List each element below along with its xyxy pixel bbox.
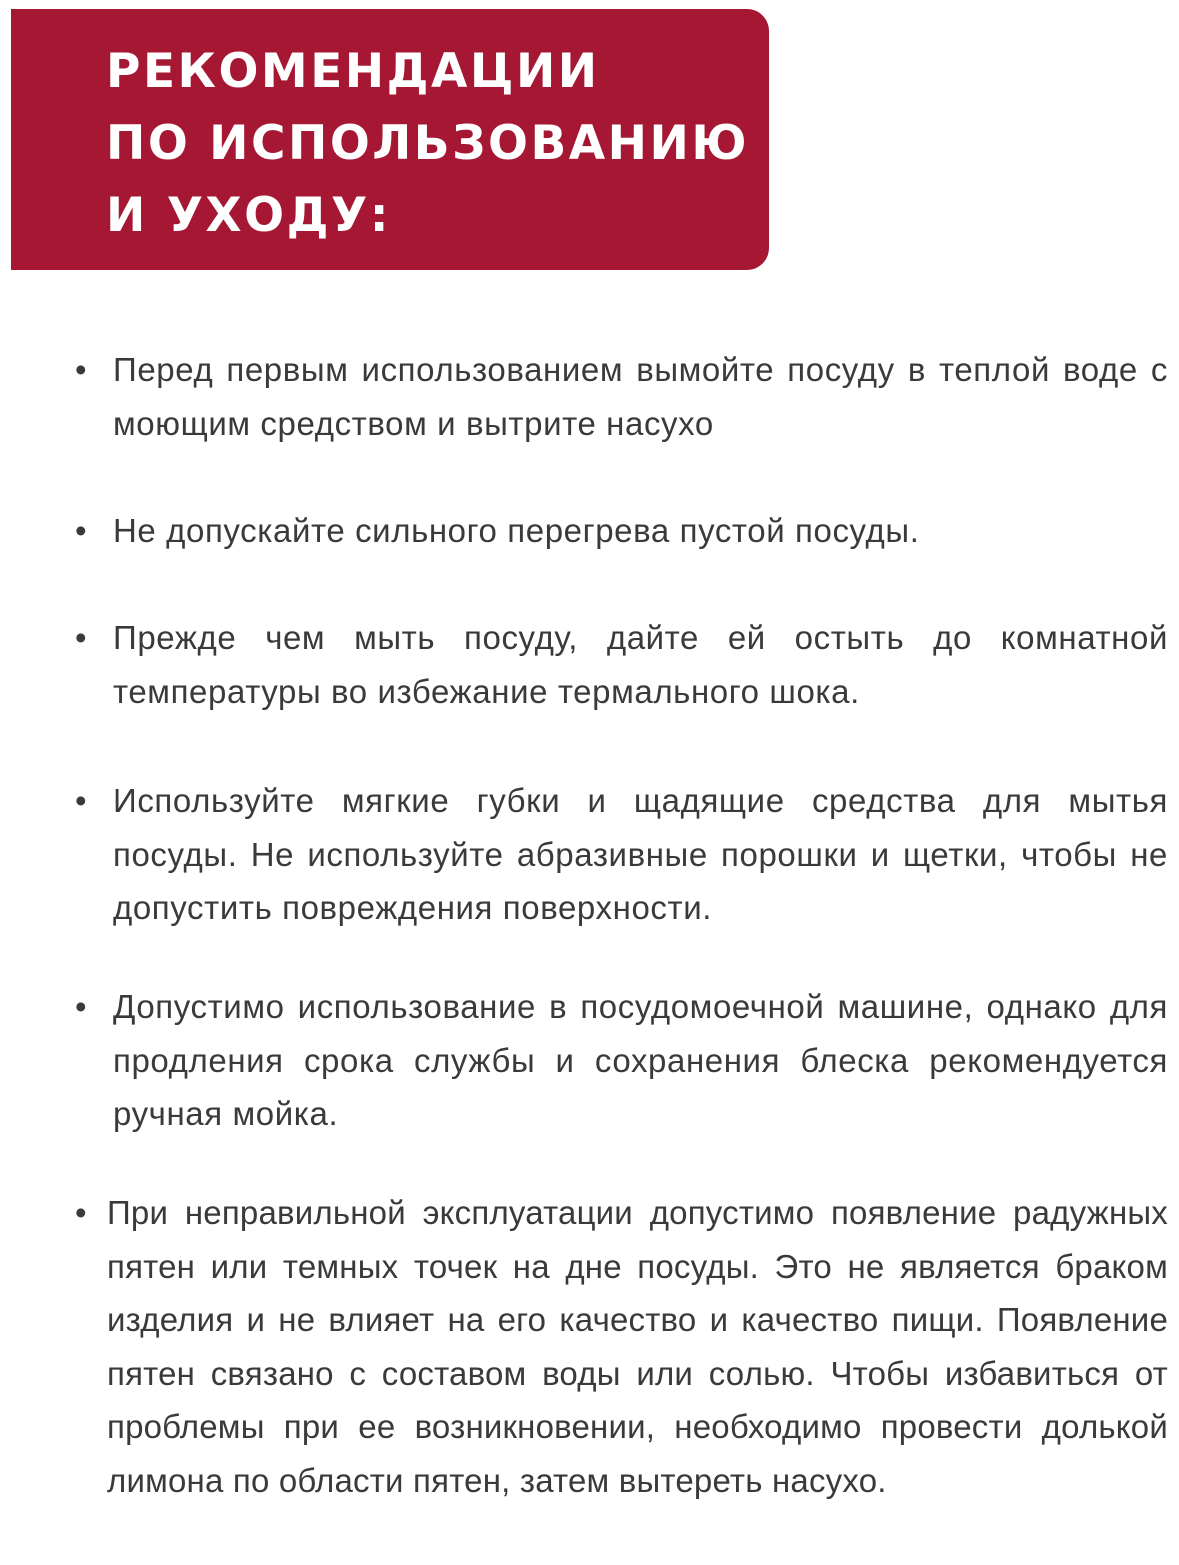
- list-item-text: Используйте мягкие губки и щадящие средства для мытья посуды. Не используйте абразивные порошки и щетки, чтобы не допустить повреждения поверхности.: [113, 782, 1168, 926]
- title-banner: [11, 9, 769, 270]
- list-item: [75, 1186, 1168, 1507]
- title-line-2: ПО ИСПОЛЬЗОВАНИЮ: [106, 116, 750, 171]
- bullet-icon: •: [75, 619, 87, 656]
- list-item: [75, 774, 1168, 935]
- bullet-icon: •: [75, 988, 87, 1025]
- list-item-text: При неправильной эксплуатации допустимо появление радужных пятен или темных точек на дне посуды. Это не является браком изделия и не влияет на его качество и качество пищи. Появление пятен связано с составом воды или солью. Чтобы избавиться от проблемы при ее возникновении, необходимо провести долькой лимона по области пятен, затем вытереть насухо.: [107, 1194, 1168, 1499]
- list-item: [75, 611, 1168, 718]
- list-item-text: Не допускайте сильного перегрева пустой посуды.: [113, 512, 920, 549]
- list-item-text: Перед первым использованием вымойте посуду в теплой воде с моющим средством и вытрите насухо: [113, 351, 1168, 442]
- bullet-icon: •: [75, 512, 87, 549]
- bullet-icon: •: [75, 782, 87, 819]
- title-line-3: И УХОДУ:: [106, 188, 392, 243]
- list-item: [75, 343, 1168, 450]
- list-item-text: Допустимо использование в посудомоечной машине, однако для продления срока службы и сохранения блеска рекомендуется ручная мойка.: [113, 988, 1168, 1132]
- list-item: [75, 980, 1168, 1141]
- list-item-text: Прежде чем мыть посуду, дайте ей остыть до комнатной температуры во избежание термального шока.: [113, 619, 1168, 710]
- bullet-icon: •: [75, 1194, 87, 1231]
- list-item: [75, 504, 1168, 558]
- bullet-icon: •: [75, 351, 87, 388]
- title-line-1: РЕКОМЕНДАЦИИ: [106, 44, 600, 99]
